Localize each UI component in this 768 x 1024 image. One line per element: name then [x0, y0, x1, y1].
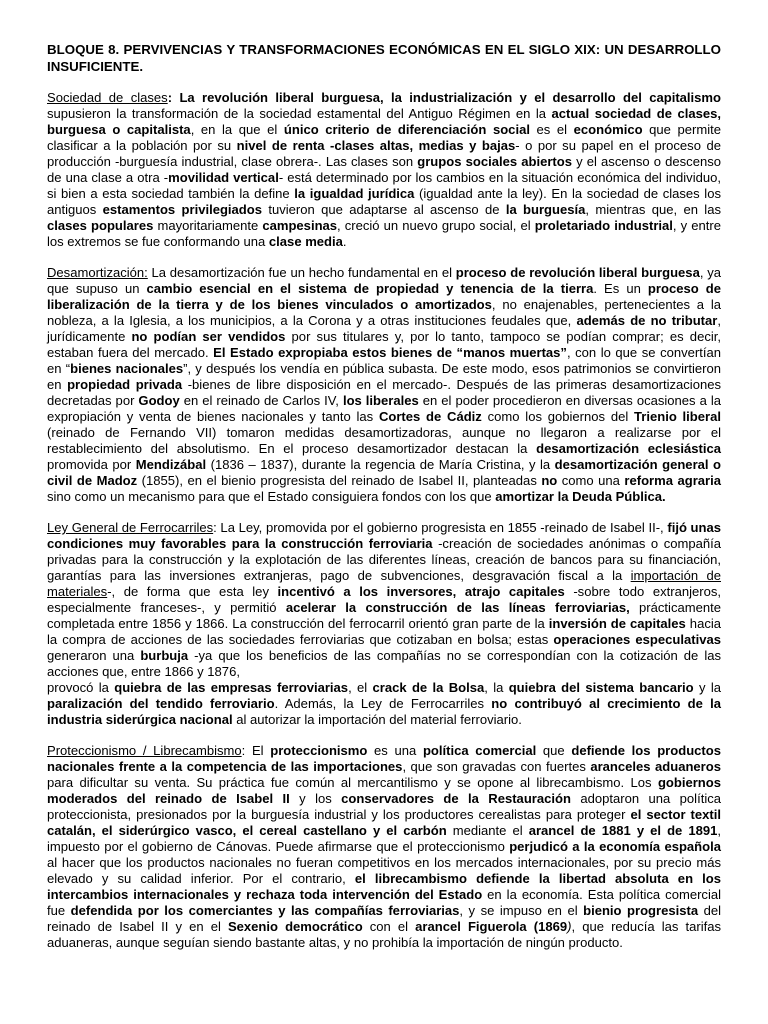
- text-run: Sexenio democrático: [227, 919, 363, 934]
- text-run: fijó unas condiciones muy favorables para la construcción ferroviaria: [47, 520, 722, 551]
- text-run: el sector textil catalán, el siderúrgico vasco, el cereal castellano y el carbón: [47, 807, 721, 838]
- text-run: quiebra de las empresas ferroviarias: [114, 680, 349, 695]
- text-run: , la: [484, 680, 509, 695]
- text-run: , y entre los extremos se fue conformando una: [47, 218, 721, 249]
- paragraph-proteccionismo: [47, 743, 721, 951]
- text-run: propiedad privada: [67, 377, 183, 392]
- text-run: nivel de renta -clases altas, medias y bajas: [236, 138, 516, 153]
- text-run: proceso de liberalización de la tierra y de los bienes vinculados o amortizados: [47, 281, 721, 312]
- text-run: importación de materiales: [47, 568, 721, 599]
- text-run: es el: [529, 122, 574, 137]
- text-run: Mendizábal: [135, 457, 207, 472]
- text-run: supusieron la transformación de la sociedad estamental del Antiguo Régimen en la: [47, 106, 552, 121]
- text-run: , creció un nuevo grupo social, el: [337, 218, 535, 233]
- text-run: Trienio liberal: [634, 409, 721, 424]
- text-run: Godoy: [138, 393, 180, 408]
- text-run: en la economía. Esta política comercial fue: [47, 887, 722, 918]
- text-run: tuvieron que adaptarse al ascenso de: [262, 202, 506, 217]
- text-run: desamortización eclesiástica: [536, 441, 721, 456]
- text-run: inversión de capitales: [548, 616, 686, 631]
- text-run: cambio esencial en el sistema de propiedad y tenencia de la tierra: [146, 281, 594, 296]
- text-run: :: [167, 90, 180, 105]
- text-run: paralización del tendido ferroviario: [47, 696, 275, 711]
- text-run: no: [541, 473, 558, 488]
- text-run: conservadores de la Restauración: [341, 791, 571, 806]
- text-run: bienes nacionales: [70, 361, 184, 376]
- text-run: por sus titulares y, por lo tanto, tampoco se podían comprar; es decir, estaban fuera del mercado.: [47, 329, 721, 360]
- text-run: clases populares: [47, 218, 154, 233]
- section-heading: Sociedad de clases: [47, 90, 168, 105]
- text-run: . Además, la Ley de Ferrocarriles: [274, 696, 492, 711]
- text-run: Cortes de Cádiz: [378, 409, 482, 424]
- text-run: (1836 – 1837), durante la regencia de María Cristina, y la: [206, 457, 555, 472]
- text-run: al hacer que los productos nacionales no fueran competitivos en los mercados internacionales, por su precio más elevado y su calidad inferior. Por el contrario,: [47, 855, 721, 886]
- text-run: provocó la: [47, 680, 115, 695]
- text-run: amortizar la Deuda Pública.: [495, 489, 666, 504]
- text-run: burbuja: [140, 648, 189, 663]
- text-run: La desamortización fue un hecho fundamental en el: [147, 265, 456, 280]
- text-run: , impuesto por el gobierno de Cánovas. Puede afirmarse que el proteccionismo: [47, 823, 721, 854]
- text-run: -sobre todo extranjeros, especialmente franceses-, y permitió: [47, 584, 722, 615]
- text-run: proteccionismo: [270, 743, 368, 758]
- text-run: que permite clasificar a la población por su: [47, 122, 722, 153]
- document-title: BLOQUE 8. PERVIVENCIAS Y TRANSFORMACIONES ECONÓMICAS EN EL SIGLO XIX: UN DESARROLLO INSUFICIENTE.: [47, 42, 721, 74]
- text-run: económico: [573, 122, 643, 137]
- text-run: al autorizar la importación del material ferroviario.: [232, 712, 522, 727]
- text-run: arancel de 1881 y el de 1891: [528, 823, 718, 838]
- text-run: en el reinado de Carlos IV,: [179, 393, 343, 408]
- text-run: y la: [693, 680, 721, 695]
- text-run: , jurídicamente: [47, 313, 721, 344]
- text-run: generaron una: [47, 648, 141, 663]
- text-run: -ya que los beneficios de las compañías no se correspondían con la cotización de las acciones que, entre 1866 y 1876,: [47, 648, 721, 679]
- text-run: y los: [289, 791, 342, 806]
- section-heading: Desamortización:: [47, 265, 148, 280]
- text-run: proceso de revolución liberal burguesa: [455, 265, 700, 280]
- text-run: prácticamente completada entre 1856 y 1866. La construcción del ferrocarril orientó gran parte de la: [47, 600, 721, 631]
- text-run: del reinado de Isabel II y en el: [47, 903, 722, 934]
- text-run: con el: [362, 919, 416, 934]
- text-run: ): [567, 919, 572, 934]
- text-run: promovida por: [47, 457, 136, 472]
- text-run: no podían ser vendidos: [131, 329, 286, 344]
- text-run: política comercial: [422, 743, 537, 758]
- text-run: es una: [367, 743, 423, 758]
- text-run: mayoritariamente: [153, 218, 263, 233]
- text-run: mediante el: [446, 823, 529, 838]
- text-run: El Estado expropiaba estos bienes de “manos muertas”: [213, 345, 567, 360]
- text-run: defendida por los comerciantes y las compañías ferroviarias: [70, 903, 460, 918]
- text-run: además de no tributar: [576, 313, 718, 328]
- paragraph-ley-ferrocarriles: [47, 520, 721, 728]
- text-run: -creación de sociedades anónimas o compañía privadas para la construcción y la explotación de las diferentes líneas, creación de bancos para su financiación, garantías para las inversiones extranjeras, pago de subvenciones, desgravación fiscal a la: [47, 536, 721, 583]
- document-page: [47, 41, 721, 966]
- text-run: reforma agraria: [624, 473, 721, 488]
- text-run: , el: [348, 680, 373, 695]
- text-run: defiende los productos nacionales frente a la competencia de las importaciones: [47, 743, 721, 774]
- text-run: La revolución liberal burguesa, la industrialización y el desarrollo del capitalismo: [179, 90, 721, 105]
- text-run: , con lo que se convertían en “: [47, 345, 721, 376]
- text-run: , en la que el: [190, 122, 284, 137]
- text-run: único criterio de diferenciación social: [283, 122, 530, 137]
- text-run: gobiernos moderados del reinado de Isabel II: [47, 775, 721, 806]
- text-run: , ya que supuso un: [47, 265, 721, 296]
- text-run: la burguesía: [505, 202, 586, 217]
- text-run: (1855), en el bienio progresista del reinado de Isabel II, planteadas: [137, 473, 542, 488]
- text-run: incentivó a los inversores, atrajo capitales: [277, 584, 565, 599]
- text-run: -, de forma que esta ley: [107, 584, 278, 599]
- text-run: no contribuyó al crecimiento de la industria siderúrgica nacional: [47, 696, 721, 727]
- text-run: movilidad vertical: [168, 170, 279, 185]
- text-run: proletariado industrial: [534, 218, 673, 233]
- text-run: hacia la compra de acciones de las sociedades ferroviarias que cotizaban en bolsa; estas: [47, 616, 721, 647]
- text-run: campesinas: [262, 218, 338, 233]
- text-run: y el ascenso o descenso de una clase a otra -: [47, 154, 721, 185]
- text-run: para dificultar su venta. Su práctica fue común al mercantilismo y se opone al librecambismo. Los: [47, 775, 658, 790]
- text-run: ”, y después los vendía en pública subasta. De este modo, esos patrimonios se convirtieron en: [47, 361, 721, 392]
- text-run: acelerar la construcción de las líneas ferroviarias,: [285, 600, 630, 615]
- text-run: , mientras que, en las: [585, 202, 721, 217]
- text-run: actual sociedad de clases, burguesa o capitalista: [47, 106, 721, 137]
- text-run: - está determinado por los cambios en la situación económica del individuo, si bien a esta sociedad también la define: [47, 170, 721, 201]
- text-run: (reinado de Fernando VII) tomaron medidas desamortizadoras, aunque no llegaron a realizarse por el restablecimiento del absolutismo. En el proceso desamortizador destacan la: [47, 425, 721, 456]
- text-run: -bienes de libre disposición en el mercado-. Después de las primeras desamortizaciones decretadas por: [47, 377, 721, 408]
- text-run: (igualdad ante la ley). En la sociedad de clases los antiguos: [47, 186, 721, 217]
- text-run: , que son gravadas con fuertes: [402, 759, 591, 774]
- text-run: bienio progresista: [583, 903, 699, 918]
- text-run: sino como un mecanismo para que el Estado consiguiera fondos con los que: [47, 489, 496, 504]
- text-run: arancel Figuerola (1869: [415, 919, 568, 934]
- text-run: , y se impuso en el: [459, 903, 584, 918]
- text-run: como una: [557, 473, 625, 488]
- text-run: - o por su papel en el proceso de producción -burguesía industrial, clase obrera-. Las clases son: [47, 138, 721, 169]
- text-run: crack de la Bolsa: [372, 680, 485, 695]
- text-run: desamortización general o civil de Madoz: [47, 457, 721, 488]
- paragraph-desamortizacion: [47, 265, 721, 505]
- text-run: como los gobiernos del: [481, 409, 635, 424]
- text-run: que: [536, 743, 572, 758]
- text-run: los liberales: [342, 393, 419, 408]
- paragraph-sociedad-de-clases: [47, 90, 721, 250]
- section-heading: Proteccionismo / Librecambismo: [47, 743, 242, 758]
- text-run: . Es un: [593, 281, 648, 296]
- text-run: : El: [241, 743, 271, 758]
- text-run: operaciones especulativas: [553, 632, 721, 647]
- text-run: estamentos privilegiados: [102, 202, 262, 217]
- text-run: quiebra del sistema bancario: [508, 680, 694, 695]
- text-run: el librecambismo defiende la libertad absoluta en los intercambios internacionales y rechaza toda intervención del Estado: [47, 871, 721, 902]
- text-run: , que reducía las tarifas aduaneras, aunque seguían siendo bastante altas, y no prohibía la importación de ningún producto.: [47, 919, 721, 950]
- text-run: , no enajenables, pertenecientes a la nobleza, a la Iglesia, a los municipios, a la Corona y a otras instituciones feudales que,: [47, 297, 721, 328]
- text-run: : La Ley, promovida por el gobierno progresista en 1855 -reinado de Isabel II-,: [213, 520, 668, 535]
- text-run: en el poder procedieron en diversas ocasiones a la expropiación y venta de bienes nacionales y tanto las: [47, 393, 722, 424]
- section-heading: Ley General de Ferrocarriles: [47, 520, 214, 535]
- text-run: adoptaron una política proteccionista, presionados por la burguesía industrial y los productores cerealistas para proteger: [47, 791, 721, 822]
- text-run: perjudicó a la economía española: [509, 839, 721, 854]
- text-run: .: [342, 234, 347, 249]
- text-run: la igualdad jurídica: [294, 186, 415, 201]
- text-run: aranceles aduaneros: [590, 759, 721, 774]
- text-run: clase media: [268, 234, 343, 249]
- text-run: grupos sociales abiertos: [417, 154, 572, 169]
